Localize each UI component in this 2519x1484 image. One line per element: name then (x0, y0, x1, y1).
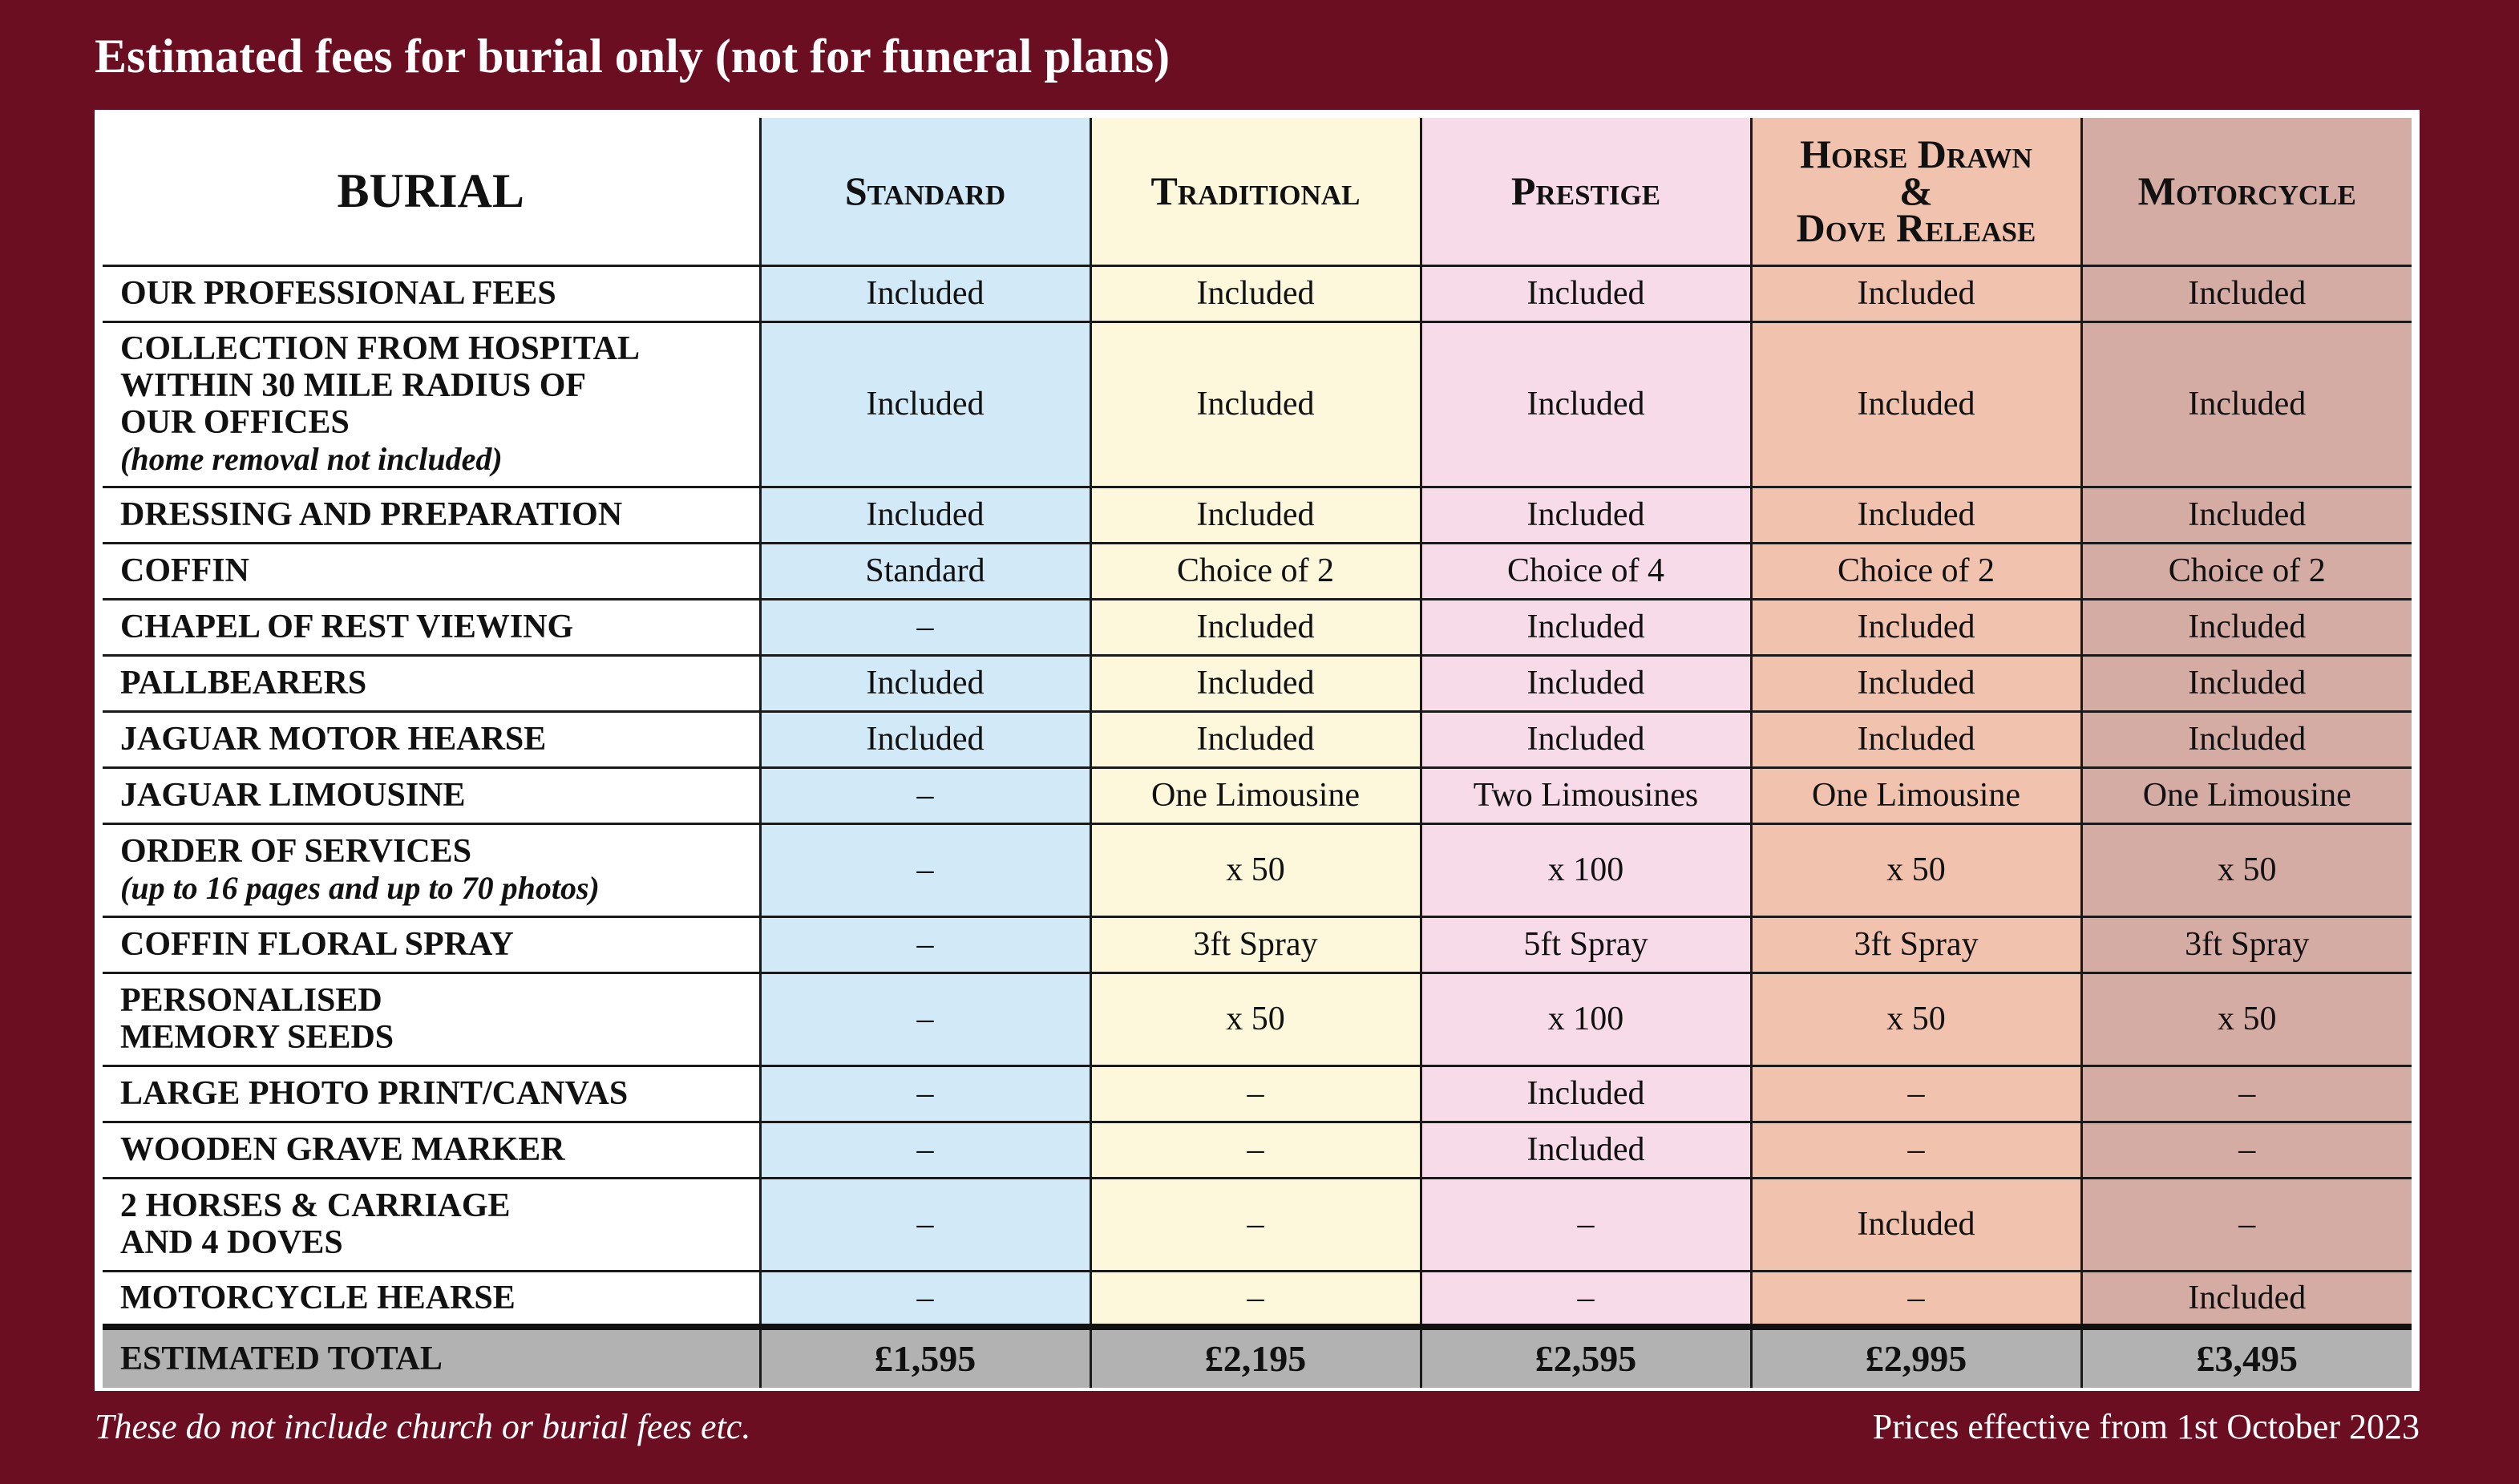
column-header-line: Horse Drawn (1800, 131, 2032, 177)
cell-motorcycle: Included (2081, 711, 2412, 767)
row-label-line: WITHIN 30 MILE RADIUS OF (120, 367, 587, 404)
table-row (103, 767, 2412, 823)
row-label-line: OUR OFFICES (120, 404, 350, 441)
column-header-line: & (1899, 168, 1933, 214)
row-label (103, 711, 760, 767)
row-label (103, 972, 760, 1065)
row-label-line: COLLECTION FROM HOSPITAL (120, 330, 640, 367)
cell-standard: – (760, 1178, 1090, 1271)
total-standard: £1,595 (760, 1327, 1090, 1388)
row-label (103, 1065, 760, 1122)
cell-traditional: Included (1090, 265, 1421, 321)
cell-traditional: Choice of 2 (1090, 543, 1421, 599)
row-label (103, 916, 760, 972)
row-label (103, 321, 760, 487)
row-label (103, 655, 760, 711)
row-label-line: COFFIN (120, 552, 249, 589)
cell-standard: – (760, 1122, 1090, 1178)
cell-standard: – (760, 972, 1090, 1065)
cell-prestige: – (1421, 1271, 1751, 1327)
row-label-line: COFFIN FLORAL SPRAY (120, 926, 514, 963)
fees-table (103, 118, 2412, 1388)
table-row (103, 543, 2412, 599)
cell-traditional: – (1090, 1065, 1421, 1122)
cell-motorcycle: 3ft Spray (2081, 916, 2412, 972)
cell-horse-drawn-dove-release: One Limousine (1751, 767, 2081, 823)
cell-motorcycle: x 50 (2081, 972, 2412, 1065)
cell-standard: Included (760, 321, 1090, 487)
row-label-line: OUR PROFESSIONAL FEES (120, 275, 556, 312)
cell-standard: Included (760, 655, 1090, 711)
cell-horse-drawn-dove-release: Included (1751, 599, 2081, 655)
cell-traditional: Included (1090, 321, 1421, 487)
cell-motorcycle: Included (2081, 1271, 2412, 1327)
cell-motorcycle: One Limousine (2081, 767, 2412, 823)
table-row (103, 972, 2412, 1065)
row-label (103, 823, 760, 916)
row-label-line: JAGUAR MOTOR HEARSE (120, 721, 547, 758)
column-header-standard (760, 118, 1090, 265)
column-header-line: Standard (844, 168, 1006, 214)
column-header-motorcycle (2081, 118, 2412, 265)
table-row (103, 823, 2412, 916)
cell-traditional: x 50 (1090, 823, 1421, 916)
table-row (103, 916, 2412, 972)
total-motorcycle: £3,495 (2081, 1327, 2412, 1388)
cell-traditional: 3ft Spray (1090, 916, 1421, 972)
cell-motorcycle: x 50 (2081, 823, 2412, 916)
cell-prestige: Choice of 4 (1421, 543, 1751, 599)
cell-traditional: Included (1090, 487, 1421, 543)
row-label-note: (up to 16 pages and up to 70 photos) (120, 870, 600, 906)
estimated-total-label: ESTIMATED TOTAL (103, 1327, 760, 1388)
cell-horse-drawn-dove-release: Choice of 2 (1751, 543, 2081, 599)
row-label-line: AND 4 DOVES (120, 1224, 343, 1261)
cell-motorcycle: – (2081, 1122, 2412, 1178)
column-header-traditional (1090, 118, 1421, 265)
row-label (103, 1122, 760, 1178)
cell-prestige: Included (1421, 711, 1751, 767)
fees-table-frame (95, 110, 2420, 1391)
cell-horse-drawn-dove-release: – (1751, 1065, 2081, 1122)
cell-prestige: Included (1421, 265, 1751, 321)
total-traditional: £2,195 (1090, 1327, 1421, 1388)
cell-horse-drawn-dove-release: Included (1751, 321, 2081, 487)
cell-horse-drawn-dove-release: Included (1751, 487, 2081, 543)
row-label-line: PALLBEARERS (120, 665, 367, 702)
cell-prestige: Included (1421, 487, 1751, 543)
cell-horse-drawn-dove-release: Included (1751, 265, 2081, 321)
cell-traditional: x 50 (1090, 972, 1421, 1065)
table-row (103, 487, 2412, 543)
cell-traditional: Included (1090, 599, 1421, 655)
row-label-line: ORDER OF SERVICES (120, 833, 472, 870)
table-row (103, 1178, 2412, 1271)
cell-standard: – (760, 916, 1090, 972)
cell-horse-drawn-dove-release: x 50 (1751, 823, 2081, 916)
cell-standard: – (760, 1271, 1090, 1327)
table-row (103, 1065, 2412, 1122)
page-title: Estimated fees for burial only (not for funeral plans) (95, 30, 1171, 83)
cell-horse-drawn-dove-release: Included (1751, 1178, 2081, 1271)
cell-prestige: x 100 (1421, 972, 1751, 1065)
row-label-line: 2 HORSES & CARRIAGE (120, 1187, 511, 1224)
cell-prestige: Included (1421, 655, 1751, 711)
cell-horse-drawn-dove-release: x 50 (1751, 972, 2081, 1065)
cell-traditional: One Limousine (1090, 767, 1421, 823)
cell-prestige: x 100 (1421, 823, 1751, 916)
table-row (103, 321, 2412, 487)
table-row (103, 265, 2412, 321)
cell-horse-drawn-dove-release: 3ft Spray (1751, 916, 2081, 972)
total-prestige: £2,595 (1421, 1327, 1751, 1388)
column-header-horse-drawn-dove-release (1751, 118, 2081, 265)
cell-motorcycle: Choice of 2 (2081, 543, 2412, 599)
cell-traditional: – (1090, 1122, 1421, 1178)
column-header-line: Motorcycle (2137, 168, 2356, 214)
cell-prestige: Included (1421, 599, 1751, 655)
cell-traditional: Included (1090, 655, 1421, 711)
row-label-line: JAGUAR LIMOUSINE (120, 777, 466, 814)
row-label-note: (home removal not included) (120, 441, 503, 477)
header-row (103, 118, 2412, 265)
row-label (103, 487, 760, 543)
cell-prestige: 5ft Spray (1421, 916, 1751, 972)
column-header-line: Traditional (1150, 168, 1361, 214)
cell-standard: – (760, 823, 1090, 916)
cell-standard: Included (760, 711, 1090, 767)
total-horse-drawn-dove-release: £2,995 (1751, 1327, 2081, 1388)
cell-motorcycle: – (2081, 1065, 2412, 1122)
cell-traditional: Included (1090, 711, 1421, 767)
table-row (103, 711, 2412, 767)
cell-motorcycle: – (2081, 1178, 2412, 1271)
footnote-effective-date: Prices effective from 1st October 2023 (1872, 1407, 2420, 1446)
cell-motorcycle: Included (2081, 265, 2412, 321)
cell-horse-drawn-dove-release: Included (1751, 655, 2081, 711)
column-header-prestige (1421, 118, 1751, 265)
cell-traditional: – (1090, 1178, 1421, 1271)
column-header-line: Prestige (1510, 168, 1661, 214)
cell-motorcycle: Included (2081, 655, 2412, 711)
row-label (103, 543, 760, 599)
row-label (103, 599, 760, 655)
cell-standard: Included (760, 265, 1090, 321)
cell-horse-drawn-dove-release: Included (1751, 711, 2081, 767)
cell-standard: Standard (760, 543, 1090, 599)
cell-prestige: Included (1421, 1122, 1751, 1178)
row-label (103, 265, 760, 321)
cell-traditional: – (1090, 1271, 1421, 1327)
row-label-line: DRESSING AND PREPARATION (120, 496, 623, 533)
table-body (103, 265, 2412, 1388)
row-label (103, 1178, 760, 1271)
table-row (103, 1271, 2412, 1327)
cell-horse-drawn-dove-release: – (1751, 1271, 2081, 1327)
column-header-line: Dove Release (1796, 205, 2036, 251)
cell-prestige: Two Limousines (1421, 767, 1751, 823)
row-label-line: MEMORY SEEDS (120, 1019, 394, 1056)
cell-motorcycle: Included (2081, 487, 2412, 543)
row-label-line: MOTORCYCLE HEARSE (120, 1279, 516, 1316)
table-row (103, 599, 2412, 655)
row-label-line: CHAPEL OF REST VIEWING (120, 609, 574, 645)
row-label-line: WOODEN GRAVE MARKER (120, 1131, 565, 1168)
cell-standard: – (760, 599, 1090, 655)
cell-prestige: Included (1421, 321, 1751, 487)
cell-motorcycle: Included (2081, 321, 2412, 487)
row-label (103, 767, 760, 823)
cell-prestige: – (1421, 1178, 1751, 1271)
cell-standard: – (760, 1065, 1090, 1122)
footnote-exclusions: These do not include church or burial fees etc. (95, 1407, 751, 1446)
estimated-total-row (103, 1327, 2412, 1388)
row-label (103, 1271, 760, 1327)
table-row (103, 655, 2412, 711)
table-row (103, 1122, 2412, 1178)
burial-heading: BURIAL (103, 118, 760, 265)
cell-horse-drawn-dove-release: – (1751, 1122, 2081, 1178)
cell-standard: Included (760, 487, 1090, 543)
cell-prestige: Included (1421, 1065, 1751, 1122)
row-label-line: LARGE PHOTO PRINT/CANVAS (120, 1075, 629, 1112)
cell-motorcycle: Included (2081, 599, 2412, 655)
cell-standard: – (760, 767, 1090, 823)
row-label-line: PERSONALISED (120, 982, 382, 1019)
